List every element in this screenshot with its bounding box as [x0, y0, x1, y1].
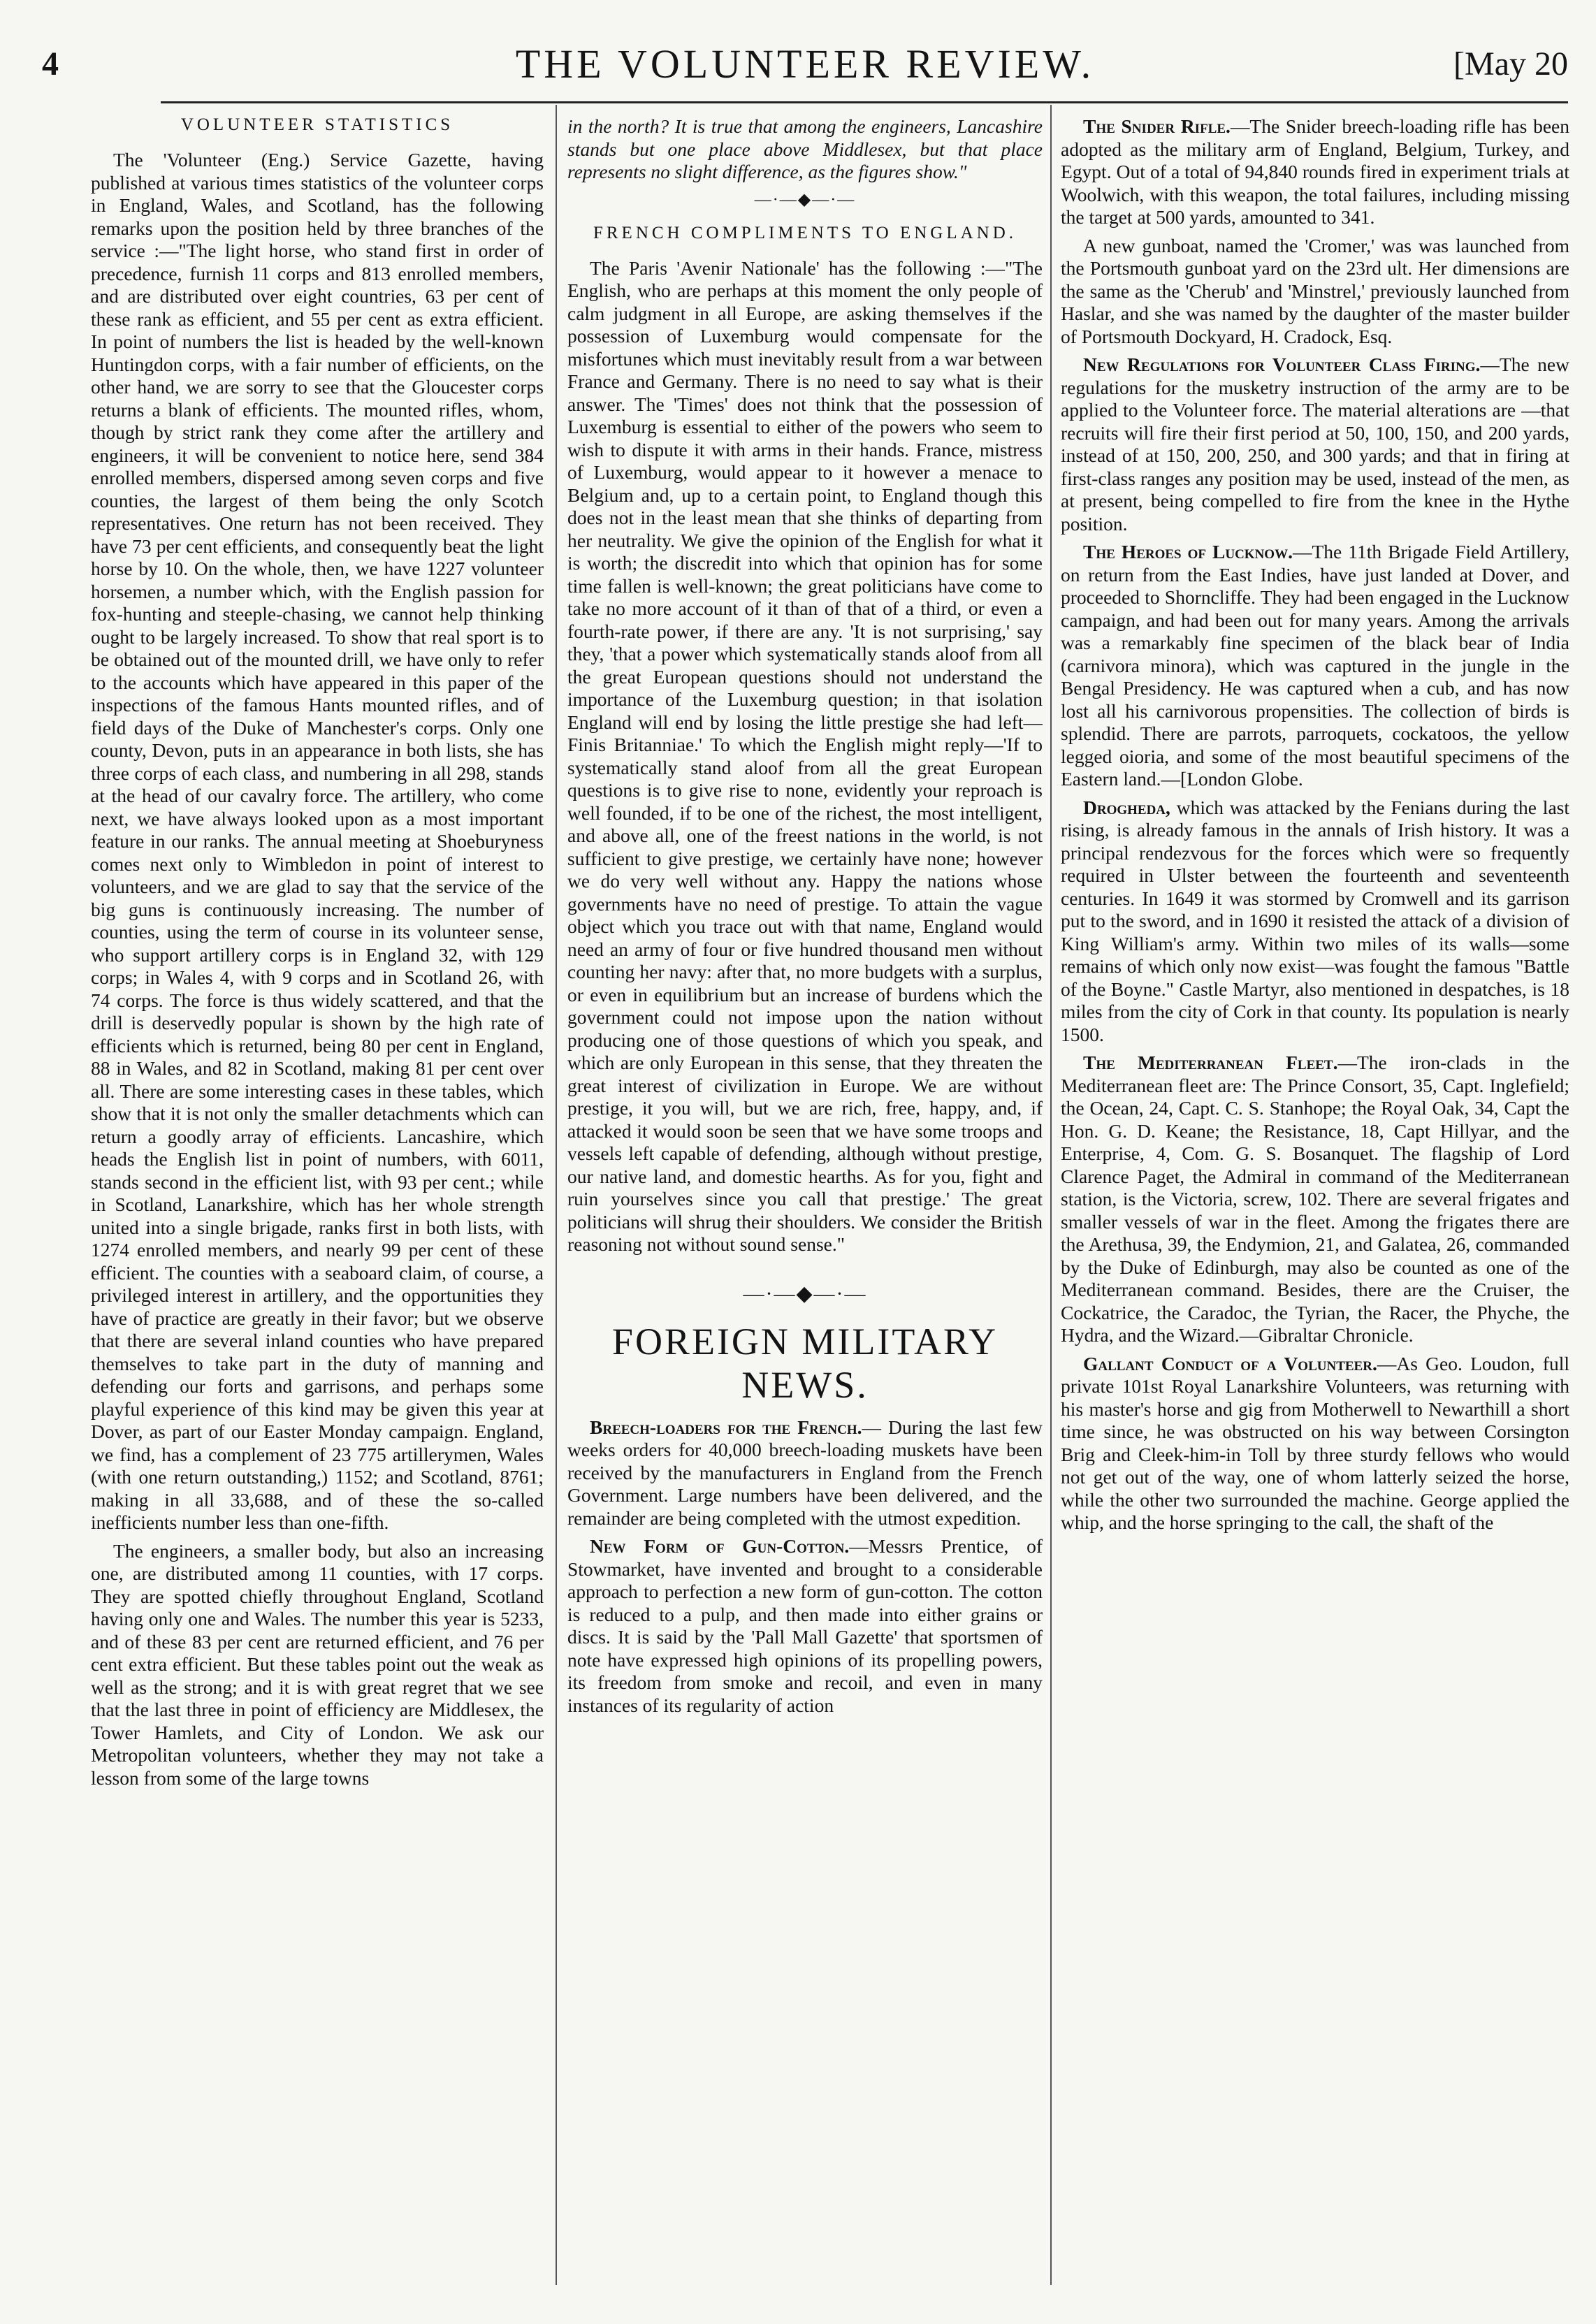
- header-rule: [161, 101, 1568, 103]
- article-title: VOLUNTEER STATISTICS: [180, 115, 454, 134]
- item-text: —As Geo. Loudon, full private 101st Royal Lanarkshire Volunteers, was returning with his master's horse and gig from Motherwell to Newarthill a short time since, he was obstructed on his way between Corsington Brig and Cleek-him-in Toll by three sturdy fellows who would not get out of the way, one of whom latterly seized the horse, while the other two surrounded the machine. George applied the whip, and the horse springing to the call, the shaft of the: [1061, 1352, 1569, 1533]
- column-1: [91, 115, 544, 2274]
- article-paragraph: The engineers, a smaller body, but also an increasing one, are distributed among 11 counties, with 17 corps. They are spotted chiefly throughout England, Scotland having only one and Wales. The number this year is 5233, and of these 83 per cent are returned efficient, and 76 per cent extra efficient. But these tables point out the weak as well as the strong; and it is with great regret that we see that the last three in point of efficiency are Middlesex, the Tower Hamlets, and City of London. We ask our Metropolitan volunteers, whether they may not take a lesson from some of the large towns: [91, 1539, 544, 1789]
- page-header: [42, 41, 1568, 103]
- item-text: which was attacked by the Fenians during the last rising, is already famous in the annals of Irish history. It was a principal rendezvous for the forces which were so frequently required in Ulster between the fourteenth and seventeenth centuries. In 1649 it was stormed by Cromwell and its garrison put to the sword, and in 1690 it resisted the attack of a division of King William's army. Within two miles of its walls—some remains of which only now exist—was fought the famous "Battle of the Boyne." Castle Martyr, also mentioned in despatches, is 18 miles from the city of Cork in that county. Its population is nearly 1500.: [1061, 796, 1569, 1045]
- news-item: [567, 1535, 1043, 1717]
- item-heading: Breech-loaders for the French.: [590, 1416, 862, 1438]
- column-3: [1061, 115, 1569, 2288]
- issue-date: [May 20: [1453, 45, 1568, 82]
- item-text: A new gunboat, named the 'Cromer,' was was launched from the Portsmouth gunboat yard on the 23rd ult. Her dimensions are the same as the 'Cherub' and 'Minstrel,' previously launched from Haslar, and she was named by the daughter of the master builder of Portsmouth Dockyard, H. Cradock, Esq.: [1061, 234, 1569, 347]
- masthead: THE VOLUNTEER REVIEW.: [515, 41, 1095, 87]
- section-heading: FOREIGN MILITARY NEWS.: [611, 1320, 999, 1406]
- item-text: —The Snider breech-loading rifle has been adopted as the military arm of England, Belgium, Turkey, and Egypt. Out of a total of 94,840 rounds fired in experiment trials at Woolwich, with this weapon, the total failures, including missing the target at 500 yards, amounted to 341.: [1061, 115, 1569, 228]
- news-item: [1061, 541, 1569, 791]
- item-text: —The new regulations for the musketry instruction of the army are to be applied to the Volunteer force. The material alterations are —that recruits will fire their first period at 50, 100, 150, and 200 yards, instead of at 150, 200, 250, and 300 yards; and that in firing at first-class ranges any position may be used, instead of the men, as at present, being compelled to fire from the knee in the Hythe position.: [1061, 354, 1569, 535]
- section-ornament: —·—◆—·—: [743, 1281, 867, 1305]
- item-heading: The Snider Rifle.: [1083, 115, 1231, 137]
- article-title: FRENCH COMPLIMENTS TO ENGLAND.: [593, 223, 1017, 242]
- section-ornament: —·—◆—·—: [754, 190, 856, 209]
- news-item: [1061, 115, 1569, 229]
- item-text: —The iron-clads in the Mediterranean fleet are: The Prince Consort, 35, Capt. Inglefield; the Ocean, 24, Capt. C. S. Stanhope; the Royal Oak, 34, Capt the Hon. G. D. Keane; the Resistance, 18, Capt Hillyar, and the Enterprise, 4, Com. G. S. Bosanquet. The flagship of Lord Clarence Paget, the Admiral in command of the Mediterranean station, is the Victoria, screw, 102. There are several frigates and smaller vessels of war in the fleet. Among the frigates there are the Arethusa, 39, the Endymion, 21, and Galatea, 26, commanded by the Duke of Edinburgh, may also be counted as one of the Mediterranean command. Besides, there are the Cruiser, the Cockatrice, the Caradoc, the Tyrian, the Racer, the Phyche, the Hydra, and the Wizard.—Gibraltar Chronicle.: [1061, 1052, 1569, 1346]
- page-number: 4: [42, 45, 59, 82]
- item-text: — During the last few weeks orders for 40,000 breech-loading muskets have been received by the manufacturers in England from the French Government. Large numbers have been delivered, and the remainder are being completed with the utmost expedition.: [567, 1416, 1043, 1529]
- item-heading: New Form of Gun-Cotton.: [590, 1535, 850, 1557]
- news-item: [1061, 1353, 1569, 1534]
- news-item: [1061, 235, 1569, 349]
- column-2: [567, 115, 1043, 2288]
- item-heading: The Heroes of Lucknow.: [1083, 541, 1293, 562]
- article-paragraph: The Paris 'Avenir Nationale' has the following :—"The English, who are perhaps at this moment the only people of calm judgment in all Europe, are asking themselves if the possession of Luxemburg would compensate for the misfortunes which must inevitably result from a war between France and Germany. There is no need to say what is their answer. The 'Times' does not think that the possession of Luxemburg is essential to either of the powers who seem to wish to dispute it with arms in their hands. France, mistress of Luxemburg, would appear to it however a menace to Belgium and, up to a certain point, to England though this does not in the least mean that she thinks of departing from her neutrality. We give the opinion of the English for what it is worth; the discredit into which that opinion has for some time fallen is well-known; the great politicians have come to take no more account of it than of that of a third, or even a fourth-rate power, if there are any. 'It is not surprising,' say they, 'that a power which systematically stands aloof from all the great European questions should not understand the importance of the Luxemburg question; in that isolation England will end by losing the little prestige she had left—Finis Britanniae.' To which the English might reply—'If to systematically stand aloof from all the great European questions is to give rise to none, evidently your reproach is well founded, if to be one of the richest, the most intelligent, and above all, one of the freest nations in the world, is not sufficient to give prestige, we certainly have none; however we do very well without any. Happy the nations whose governments have no need of prestige. To attain the vague object which you trace out with that name, England would need an army of four or five hundred thousand men without counting her navy: after that, no more budgets with a surplus, or even in equilibrium but an increase of burdens which the government could not impose upon the nation without producing one of those questions of which you speak, and which are only European in this sense, that they threaten the great interest of civilization in Europe. We are without prestige, it you will, but we are rich, free, happy, and, if attacked it would soon be seen that we have some troops and vessels left capable of defending, although without prestige, our native land, and domestic hearths. As for you, fight and ruin yourselves since you call that prestige.' The great politicians will shrug their shoulders. We consider the British reasoning not without sound sense.": [567, 256, 1043, 1255]
- item-heading: Gallant Conduct of a Volunteer.: [1083, 1352, 1377, 1374]
- column-rule: [1050, 105, 1052, 2285]
- article-continuation: in the north? It is true that among the engineers, Lancashire stands but one place above Middlesex, but that place represents no slight difference, as the figures show.": [567, 115, 1043, 182]
- news-item: [567, 1416, 1043, 1530]
- item-heading: New Regulations for Volunteer Class Firing.: [1083, 354, 1481, 375]
- news-item: [1061, 797, 1569, 1047]
- article-paragraph: The 'Volunteer (Eng.) Service Gazette, having published at various times statistics of the volunteer corps in England, Wales, and Scotland, has the following remarks upon the position held by three branches of the service :—"The light horse, who stand first in order of precedence, furnish 11 corps and 813 enrolled members, and are distributed over eight countries, 63 per cent of these rank as efficient, and 55 per cent as extra efficient. In point of numbers the list is headed by the well-known Huntingdon corps, with a fair number of efficients, on the other hand, we are sorry to see that the Gloucester corps returns a blank of efficients. The mounted rifles, whom, though by strict rank they come after the artillery and engineers, it will be convenient to notice here, send 384 enrolled members, dispersed among seven corps and five counties, the largest of them being the only Scotch representatives. One return has not been received. They have 73 per cent efficients, and consequently beat the light horse by 10. On the whole, then, we have 1227 volunteer horsemen, a number which, with the English passion for fox-hunting and steeple-chasing, we cannot help thinking ought to be largely increased. To show that real sport is to be obtained out of the mounted drill, we have only to refer to the accounts which have appeared in this paper of the inspections of the famous Hants mounted rifles, and of field days of the Duke of Manchester's corps. Only one county, Devon, puts in an appearance in both lists, she has three corps of each class, and numbering in all 298, stands at the head of our cavalry force. The artillery, who come next, we have always looked upon as a most important feature in our ranks. The annual meeting at Shoeburyness comes next only to Wimbledon in point of interest to volunteers, and we are glad to say that the service of the big guns is continuously increasing. The number of counties, using the term of course in its volunteer sense, who support artillery corps is in England 32, with 129 corps; in Wales 4, with 9 corps and in Scotland 26, with 74 corps. The force is thus widely scattered, and that the drill is deservedly popular is shown by the high rate of efficients which is returned, being 80 per cent in England, 88 in Wales, and 82 in Scotland, making 81 per cent over all. There are some interesting cases in these tables, which show that it is not only the smaller detachments which can return a goodly array of efficients. Lancashire, which heads the English list in point of numbers, with 6011, stands second in the efficient list, with 93 per cent.; while in Scotland, Lanarkshire, which has her whole strength united into a single brigade, ranks first in both lists, with 1274 enrolled members, and nearly 99 per cent of these efficient. The counties with a seaboard claim, of course, a privileged interest in artillery, and the opportunities they have of practice are greatly in their favor; but we observe that there are several inland counties who have prepared themselves to take part in the duty of manning and defending our forts and garrisons, and perhaps some playful experience of this kind may be given this year at Dover, as part of our Easter Monday campaign. England, we find, has a complement of 23 775 artillerymen, Wales (with one return outstanding,) 1152; and Scotland, 8761; making in all 33,688, and of these the so-called inefficients number less than one-fifth.: [91, 149, 544, 1533]
- news-item: [1061, 1052, 1569, 1347]
- item-heading: Drogheda,: [1083, 796, 1170, 818]
- column-rule: [556, 105, 557, 2285]
- item-text: —The 11th Brigade Field Artillery, on return from the East Indies, have just landed at Dover, and proceeded to Shorncliffe. They had been engaged in the Lucknow campaign, and had been out for many years. Among the arrivals was a remarkably fine specimen of the black bear of India (carnivora minora), which was captured in the jungle in the Bengal Presidency. He was captured when a cub, and has now lost all his carnivorous propensities. The collection of birds is splendid. There are parrots, parroquets, cockatoos, the yellow legged oioria, and some of the most beautiful specimens of the Eastern land.—[London Globe.: [1061, 541, 1569, 790]
- item-heading: The Mediterranean Fleet.: [1083, 1052, 1338, 1073]
- news-item: [1061, 354, 1569, 535]
- item-text: —Messrs Prentice, of Stowmarket, have invented and brought to a considerable approach to perfection a new form of gun-cotton. The cotton is reduced to a pulp, and then made into either grains or discs. It is said by the 'Pall Mall Gazette' that sportsmen of note have expressed high opinions of its propelling powers, its freedom from smoke and recoil, and even in many instances of its regularity of action: [567, 1535, 1043, 1716]
